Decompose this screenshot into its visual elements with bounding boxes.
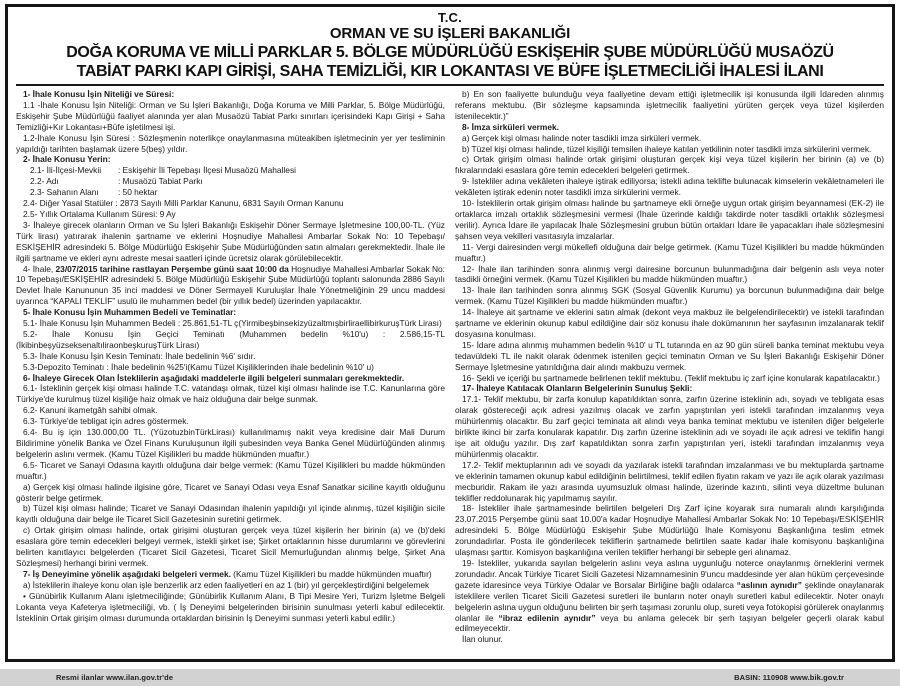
paragraph: [455, 503, 884, 558]
paragraph: [455, 383, 884, 394]
paragraph-segment: b) Tüzel kişi olması halinde, tüzel kişiliği temsilen ihaleye katılan yetkilinin noter tasdikli imza sirkülerini vermek.: [462, 143, 872, 154]
paragraph-segment: : Musaözü Tabiat Parkı: [118, 176, 203, 187]
header-line-ministry: ORMAN VE SU İŞLERİ BAKANLIĞI: [329, 25, 571, 42]
paragraph: [16, 503, 445, 525]
paragraph-segment: 5- İhale Konusu İşin Muhammen Bedeli ve Teminatlar:: [23, 307, 237, 318]
paragraph-segment: İlan olunur.: [462, 634, 503, 645]
paragraph: [16, 362, 445, 373]
paragraph: [455, 373, 884, 384]
paragraph-segment: 6.4- Bu iş için 130.000,00 TL. (YüzotuzbinTürkLirası) kullanılmamış nakit veya kredisine dair Mali Durum Bildirimine yönelik Banka ve Özel Finans Kuruluşunun ilgili şubesinden veya Banka Genel Müdürlüğünden alınmış belgelerin aslını vermek. (Kamu Tüzel Kişilikleri bu madde hükmünden muaftır.): [16, 427, 445, 459]
paragraph: [455, 340, 884, 373]
paragraph: [16, 264, 445, 308]
paragraph-segment: 5.3-Depozito Teminatı : İhale bedelinin %25'i(Kamu Tüzel Kişiliklerinden ihale bedelinin %10' u): [23, 361, 374, 372]
paragraph-segment: (Kamu Tüzel Kişilikleri bu madde hükmünden muaftır): [230, 568, 432, 579]
paragraph: [16, 591, 445, 624]
paragraph: [16, 89, 445, 100]
paragraph-segment: 15- İdare adına alınmış muhammen bedelin %10' u TL tutarında en az 90 gün süreli banka teminat mektubu veya tedavüldeki TL ile nakit olarak ödenmek istenilen geçici teminatın Orman ve Su İşleri Bakanlığı Eskişehir Döner Sermaye İşletmesine yatırıldığına dair alındı makbuzu vermek.: [455, 339, 884, 372]
paragraph-segment: 12- İhale ilan tarihinden sonra alınmış vergi dairesine borcunun bulunmadığına dair belgenin aslı veya noter tasdikli örneğini vermek. (Kamu Tüzel Kişilikleri bu madde hükmünden muaftır.): [455, 263, 884, 285]
paragraph: [16, 580, 445, 591]
paragraph-segment: a) Gerçek kişi olması halinde noter tasdikli imza sirküleri vermek.: [462, 132, 702, 143]
paragraph: [455, 394, 884, 459]
paragraph-segment: 5.3- İhale Konusu İşin Kesin Teminatı: İhale bedelinin %6' sıdır.: [23, 350, 256, 361]
paragraph: [16, 460, 445, 482]
paragraph-segment: 14- İhaleye ait şartname ve eklerini satın almak (dekont veya makbuz ile belgelendirilecektir) ve istekli tarafından şartname ve eklerinin okunup kabul edildiğine dair söz konusu ihale dokümanının her sayfasının imzalanarak teklif dosyasına konulması.: [455, 307, 884, 339]
paragraph-segment: a) İsteklilerin ihaleye konu olan işle benzerlik arz eden faaliyetleri en az 1 (bir) yıl gerçekleştirdiğini belgelemek: [23, 579, 430, 590]
paragraph: [16, 198, 445, 209]
paragraph: [16, 100, 445, 133]
paragraph-segment: : Eskişehir İli Tepebaşı İlçesi Musaözü Mahallesi: [118, 165, 296, 176]
paragraph: [16, 220, 445, 264]
paragraph-segment: 2.1- İli-İlçesi-Mevkii: [30, 165, 102, 176]
paragraph-segment: Hoşnudiye Mahallesi Ambarlar Sokak No: 10 Tepebaşı/ESKİŞEHİR adresindeki 5. Bölge Müdürlüğü Eskişehir Şube Müdürlüğü toplantı salonunda 2886 Sayılı Devlet İhale Kanununun 35 inci maddesi ve Döner Sermayeli Kuruluşlar İhale Yönetmeliğinin 29 uncu maddesi uyarınca “KAPALI TEKLİF” usulü ile muhammen bedel (bir yıllık bedel) üzerinden yapılacaktır.: [16, 263, 445, 307]
paragraph: [16, 329, 445, 351]
header-line-tc: T.C.: [438, 10, 462, 25]
paragraph: [455, 133, 884, 144]
paragraph-segment: 9- İstekliler adına vekâleten ihaleye iştirak ediliyorsa; istekli adına teklifte bulunacak kimselerin vekâletnameleri ile vekâleten iştirak edenin noter tasdikli imza sirkülerini vermek.: [455, 176, 884, 198]
paragraph: [16, 569, 445, 580]
paragraph: [16, 187, 445, 198]
paragraph-segment: 16- Şekli ve içeriği bu şartnamede belirlenen teklif mektubu. (Teklif mektubu iç zarf içine konularak kapatılacaktır.): [462, 372, 880, 383]
paragraph: [16, 318, 445, 329]
paragraph: [455, 122, 884, 133]
paragraph-segment: 11- Vergi dairesinden vergi mükellefi olduğuna dair belge getirmek. (Kamu Tüzel Kişilikleri bu madde hükmünden muaftır.): [455, 241, 884, 263]
paragraph-segment: 1- İhale Konusu İşin Niteliği ve Süresi:: [23, 89, 175, 99]
paragraph: [16, 176, 445, 187]
paragraph-segment: “ibraz edilenin aynıdır”: [498, 612, 596, 623]
paragraph: [16, 133, 445, 155]
paragraph: [16, 373, 445, 384]
paragraph-segment: 1.1 -İhale Konusu İşin Niteliği: Orman ve Su İşleri Bakanlığı, Doğa Koruma ve Milli Parklar, 5. Bölge Müdürlüğü, Eskişehir Şube Müdürlüğü faaliyet alanında yer alan Musaözü Tabiat Parkı sınırları içerisindeki Kapı Girişi + Saha Temizliği+Kır Lokantası+Büfe işletilmesi işi.: [16, 99, 445, 132]
paragraph-segment: 2.4- Diğer Yasal Statüler : 2873 Sayılı Milli Parklar Kanunu, 6831 Sayılı Orman Kanunu: [23, 198, 344, 209]
paragraph: [16, 165, 445, 176]
paragraph-segment: 6.5- Ticaret ve Sanayi Odasına kayıtlı olduğuna dair belge vermek: (Kamu Tüzel Kişilikleri bu madde hükmünden muaftır.): [16, 459, 445, 481]
paragraph-segment: 23/07/2015 tarihine rastlayan Perşembe günü saat 10:00 da: [55, 263, 289, 274]
paragraph-segment: • Günübirlik Kullanım Alanı işletmeciliğinde; Günübirlik Kullanım Alanı, B Tipi Mesire Yeri, Turizm İşletme Belgeli Lokanta veya Kafeterya işletmeciliği, vb. ( İş Deneyimi belgelerinden birisinin sunulması yeterli kabul edilecektir. İsteklinin Ortak girişim olması durumunda ortaklardan birisinin İş Deneyimi sunması yeterli kabul edilir.): [16, 590, 445, 623]
paragraph-segment: 8- İmza sirküleri vermek.: [462, 121, 559, 132]
paragraph: [16, 383, 445, 405]
paragraph-segment: a) Gerçek kişi olması halinde ilgisine göre, Ticaret ve Sanayi Odası veya Esnaf Sanatkar siciline kayıtlı olduğunu gösterir belge getirmek.: [16, 481, 445, 503]
paragraph: [16, 351, 445, 362]
paragraph: [16, 209, 445, 220]
paragraph-segment: 5.1- İhale Konusu İşin Muhammen Bedeli : 25.861,51-TL ç(YirmibeşbinsekizyüzaltmışbirliraellibirkuruşTürk Lirası): [23, 318, 442, 329]
paragraph: [16, 154, 445, 165]
footer-official-ads-label: Resmi ilanlar www.ilan.gov.tr'de: [56, 673, 174, 682]
paragraph-segment: 18- İstekliler ihale şartnamesinde belirtilen belgeleri Dış Zarf içine koyarak sıra numaralı alındı karşılığında 23.07.2015 Perşembe günü saat 10.00'a kadar Hoşnudiye Mahallesi Ambarlar Sokak No: 10 Tepebaşı/ESKİŞEHİR adresindeki 5. Bölge Müdürlüğü Eskişehir Şube Müdürlüğü İhale Komisyonu Başkanlığına teslim etmek zorundadırlar. Posta ile gönderilecek tekliflerin şartnamede belirtilen saate kadar ihale komisyonu başkanlığına ulaşması şarttır. Komisyon başkanlığına verilen teklifler herhangi bir sebeple geri alınamaz.: [455, 503, 884, 558]
paragraph-segment: “aslının aynıdır”: [736, 579, 802, 590]
paragraph-segment: b) En son faaliyette bulunduğu veya faaliyetine devam ettiği işletmecilik işi konusunda ilgili İdareden alınmış referans mektubu. (Bir sözleşme kapsamında işletmecilik faaliyetini yürüten gerçek veya tüzel kişilerden istenilecektir.)”: [455, 89, 884, 121]
paragraph-segment: 10- İsteklilerin ortak girişim olması halinde bu şartnameye ekli örneğe uygun ortak girişim beyannamesi (EK-2) ile ortaklarca imzalı ortaklık sözleşmesini vermesi (İhale üzerinde kaldığı takdirde noter tasdikli ortaklık sözleşmesi verilir). Ayrıca İdare ile yapılacak İhale Sözleşmesini grubun bütün ortakları İdare ile yapacakları ihale sözleşmesini şahsen veya vekilleri vasıtasıyla imzalarlar.: [455, 198, 884, 241]
paragraph-segment: 2.5- Yıllık Ortalama Kullanım Süresi: 9 Ay: [23, 208, 176, 219]
footer-press-number-label: BASIN: 110908 www.bik.gov.tr: [734, 673, 844, 682]
paragraph-segment: 17.2- Teklif mektuplarının adı ve soyadı da yazılarak istekli tarafından imzalanması ve bu mektuplarda şartname ve eklerinin tamamen okunup kabul edildiğinin belirtilmesi, teklif edilen fiyatın rakam ve yazı ile açık olarak yazılması mecburidir. Rakam ile yazı arasında uyumsuzluk olması halinde, üzerinde kazıntı, silinti veya düzeltme bulunan teklifler reddolunarak hiç yapılmamış sayılır.: [455, 459, 884, 503]
paragraph: [455, 558, 884, 634]
announcement-board: [5, 4, 895, 662]
paragraph-segment: c) Ortak girişim olması halinde, ortak girişimi oluşturan gerçek veya tüzel kişilerin her birinin (a) ve (b)'deki esaslara göre temin edecekleri belgeyi vermek, istekli şirket ise; Şirket ortaklarının hisse durumlarını ve görevlerini belirten kanıtlayıcı belgelerden (Ticaret Sicil Gazetesi, Ticaret Sicil Memurluğundan alınmış belge, Şirket Ana Sözleşmesi) herhangi birini vermek.: [16, 525, 445, 568]
paragraph-segment: b) Tüzel kişi olması halinde; Ticaret ve Sanayi Odasından ihalenin yapıldığı yıl içinde alınmış, tüzel kişiliğin sicile kayıtlı olduğuna dair belge ile Ticaret Sicil Gazetesinin suretini getirmek.: [16, 503, 445, 525]
paragraph-segment: 17- İhaleye Katılacak Olanların Belgelerinin Sunuluş Şekli:: [462, 383, 693, 394]
paragraph-segment: 4- İhale,: [23, 263, 56, 274]
paragraph-segment: 2.3- Sahanın Alanı: [30, 187, 99, 198]
paragraph: [455, 89, 884, 122]
paragraph-segment: 19- İstekliler, yukarıda sayılan belgelerin aslını veya aslına uygunluğu noterce onaylanmış örneklerini vermek zorundadır. Ancak Türkiye Ticaret Sicili Gazetesi Nizamnamesinin 9'uncu maddesinde yer alan hüküm çerçevesinde gazete idaresince veya Türkiye Odalar ve Borsalar Birliğine bağlı odalarca: [455, 557, 884, 590]
paragraph: [455, 285, 884, 307]
paragraph-segment: 6.2- Kanuni ikametgâh sahibi olmak.: [23, 405, 158, 416]
paragraph-segment: c) Ortak girişim olması halinde ortak girişimi oluşturan gerçek kişi veya tüzel kişilerin her birinin (a) ve (b) fıkralarındaki esaslara göre temin edecekleri belgeleri getirmek.: [455, 154, 884, 176]
paragraph: [16, 405, 445, 416]
announcement-header: [16, 10, 884, 86]
paragraph: [455, 460, 884, 504]
paragraph: [455, 264, 884, 286]
paragraph-segment: 13- İhale ilan tarihinden sonra alınmış SGK (Sosyal Güvenlik Kurumu) ya borcunun bulunmadığına dair belge vermek. (Kamu Tüzel Kişilikleri bu madde hükmünden muaftır.): [455, 285, 884, 307]
paragraph-segment: 2.2- Adı: [30, 176, 59, 187]
paragraph: [16, 307, 445, 318]
right-column: [455, 89, 884, 645]
paragraph: [455, 307, 884, 340]
paragraph: [455, 634, 884, 645]
paragraph-segment: şeklinde onaylanarak isteklilere verilen Ticaret Sicili Gazetesi suretleri ile bunların noter onaylı suretleri kabul edilecektir. Noter onaylı belgelerin aslına uygun olduğunu belirten bir şerh taşıması zorunlu olup, sureti veya fotokopisi görülerek onaylanmış olanlar ile: [455, 579, 884, 623]
left-column: [16, 89, 445, 645]
body-columns: [16, 89, 884, 645]
paragraph-segment: 5.2- İhale Konusu İşin Geçici Teminatı (Muhammen bedelin %10'u) : 2.586,15-TL (İkibinbeşyüzseksenaltıliraonbeşkuruşTürk Lirası): [16, 328, 445, 350]
paragraph-segment: : 50 hektar: [118, 187, 158, 198]
header-line-tender-title: TABİAT PARKI KAPI GİRİŞİ, SAHA TEMİZLİĞİ, KIR LOKANTASI VE BÜFE İŞLETMECİLİĞİ İHALESİ İLANI: [76, 63, 824, 80]
paragraph-segment: 6.3- Türkiye'de tebligat için adres göstermek.: [23, 416, 189, 427]
header-line-directorate: DOĞA KORUMA VE MİLLİ PARKLAR 5. BÖLGE MÜDÜRLÜĞÜ ESKİŞEHİR ŞUBE MÜDÜRLÜĞÜ MUSAÖZÜ: [66, 44, 834, 61]
paragraph-segment: 7- İş Deneyimine yönelik aşağıdaki belgeleri vermek.: [23, 568, 231, 579]
paragraph-segment: 1.2-İhale Konusu İşin Süresi : Sözleşmenin noterlikçe onaylanmasına müteakiben işletmecinin yer yer tesliminin yapıldığı tarihten başlamak üzere 5(beş) yıldır.: [16, 132, 445, 154]
paragraph: [455, 144, 884, 155]
paragraph: [455, 176, 884, 198]
paragraph: [16, 482, 445, 504]
paragraph: [455, 154, 884, 176]
paragraph-segment: 3- İhaleye girecek olanların Orman ve Su İşleri Bakanlığı Eskişehir Döner Sermaye İşletmesine 100,00-TL. (Yüz Türk lirası) yatırarak ihalenin şartname ve eklerini Hoşnudiye Mahallesi Ambarlar Sokak No: 10 Tepebaşı/ ESKİŞEHİR adresindeki 5. Bölge Müdürlüğü Eskişehir Şube Müdürlüğünden satın almaları gerekmektedir. İhale ile ilgili şartname ve ekleri aynı adreste mesai saatleri içinde ücretsiz olarak görülebilecektir.: [16, 219, 445, 263]
paragraph: [455, 242, 884, 264]
paragraph: [16, 525, 445, 569]
paragraph-segment: 2- İhale Konusu Yerin:: [23, 154, 111, 165]
paragraph: [16, 416, 445, 427]
paragraph-segment: veya bu anlama gelecek bir şerh taşıyan belgeler geçerli olarak kabul edilmeyecektir.: [455, 612, 884, 634]
footer-band: [0, 669, 900, 686]
paragraph-segment: 6.1- İsteklinin gerçek kişi olması halinde T.C. vatandaşı olmak, tüzel kişi olması halinde ise T.C. Kanunlarına göre Türkiye'de kurulmuş tüzel kişiliğe haiz olmak ve haiz olduğuna dair belge sunmak.: [16, 383, 445, 405]
paragraph-segment: 6- İhaleye Girecek Olan İsteklilerin aşağıdaki maddelerle ilgili belgeleri sunmaları gerekmektedir.: [23, 372, 405, 383]
paragraph-segment: 17.1- Teklif mektubu, bir zarfa konulup kapatıldıktan sonra, zarfın üzerine isteklinin adı, soyadı ve tebligata esas olarak göstereceği açık adresi yazılmış olacak ve zarfın yapıştırılan yeri istekli tarafından imzalanmış veya mühürlenmiş olacaktır. Bu zarf geçici teminata ait alındı veya banka teminat mektubu ve istenilen diğer belgelerle birlikte ikinci bir zarfa konularak kapatılır. Dış zarfın üzerine isteklinin adı ve soyadı ile açık adresi ve teklifin hangi işe ait olduğu yazılır. Dış zarf kapatıldıktan sonra zarfın yapıştırılan yeri, istekli tarafından imzalanmış veya mühürlenmiş olacaktır.: [455, 394, 884, 459]
paragraph: [455, 198, 884, 242]
paragraph: [16, 427, 445, 460]
